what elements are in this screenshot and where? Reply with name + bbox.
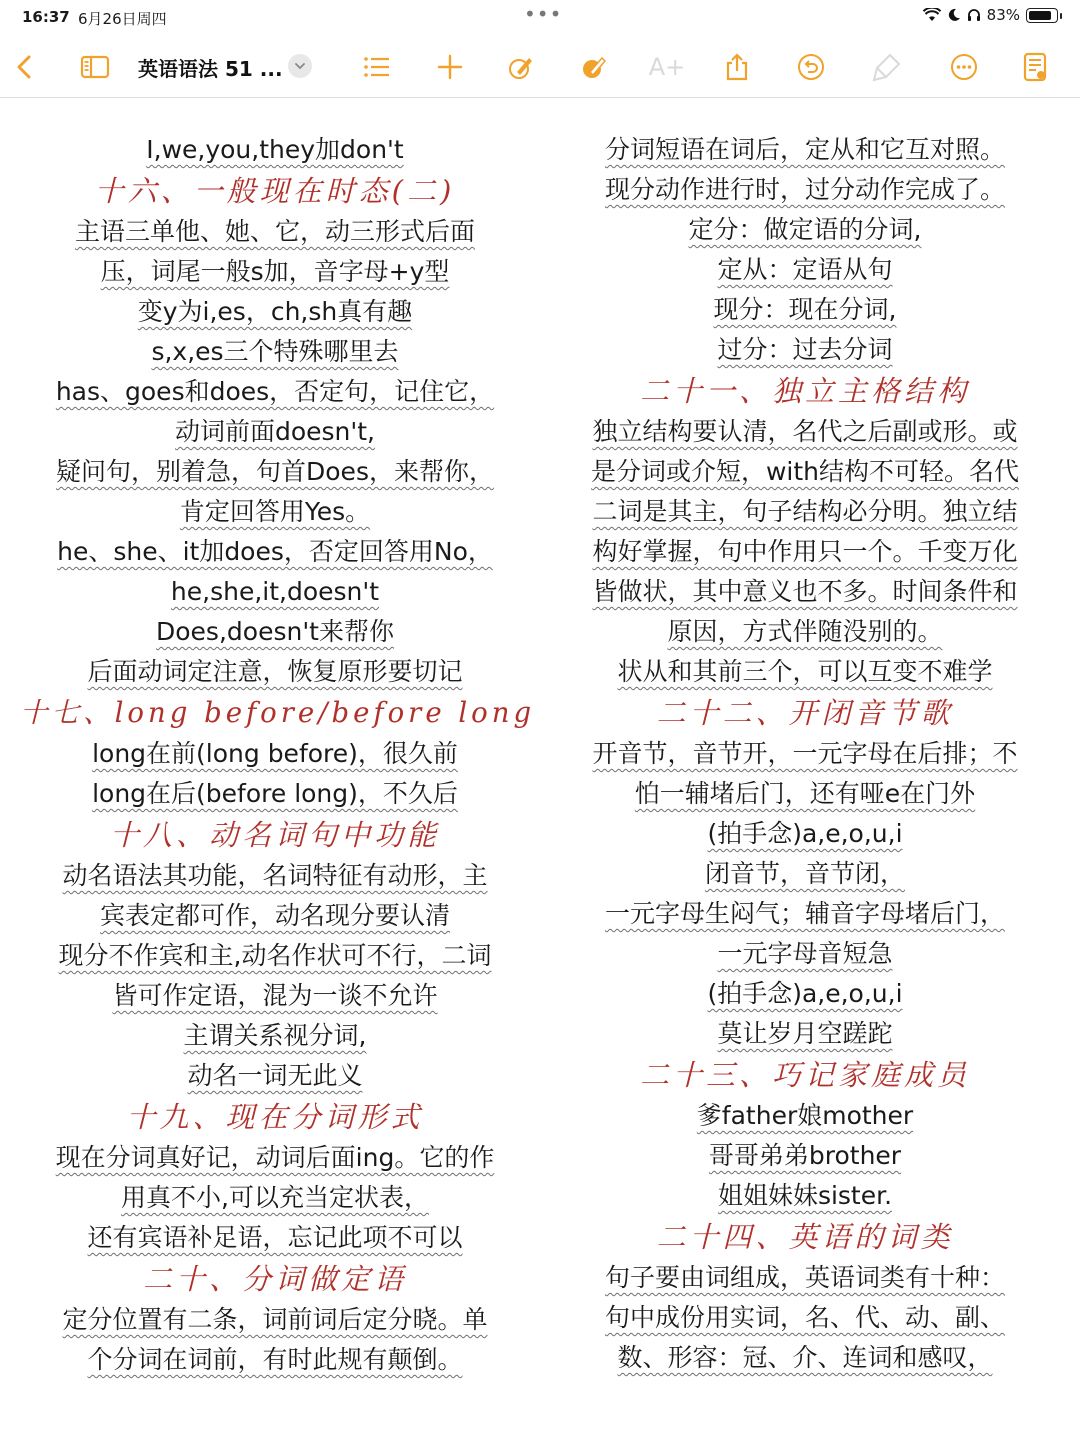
note-line-text: 姐姐妹妹sister. bbox=[717, 1181, 893, 1210]
note-line bbox=[550, 330, 1060, 370]
note-line-text: I,we,you,they加don't bbox=[146, 135, 404, 164]
note-line-text: 独立结构要认清，名代之后副或形。或 bbox=[592, 417, 1018, 446]
headphones-icon bbox=[967, 8, 981, 22]
note-line bbox=[20, 1016, 530, 1056]
note-line-text: 现分动作进行时，过分动作完成了。 bbox=[604, 175, 1005, 204]
note-line-text: 怕一辅堵后门，还有哑e在门外 bbox=[634, 779, 976, 808]
battery-icon bbox=[1026, 8, 1058, 23]
note-line bbox=[20, 492, 530, 532]
note-line bbox=[20, 734, 530, 774]
note-line bbox=[550, 1014, 1060, 1054]
note-line bbox=[20, 936, 530, 976]
note-line-text: 过分：过去分词 bbox=[717, 335, 893, 364]
document-title[interactable]: 英语语法 51 ... bbox=[138, 57, 283, 81]
back-chevron-icon[interactable] bbox=[8, 50, 42, 84]
note-line bbox=[550, 1176, 1060, 1216]
wifi-icon bbox=[923, 8, 941, 22]
note-line-text: 哥哥弟弟brother bbox=[708, 1141, 902, 1170]
note-line-text: 还有宾语补足语，忘记此项不可以 bbox=[87, 1223, 463, 1252]
note-line-text: (拍手念)a,e,o,u,i bbox=[707, 979, 903, 1008]
note-line bbox=[20, 1300, 530, 1340]
note-line-text: 数、形容：冠、介、连词和感叹， bbox=[617, 1343, 993, 1372]
status-right bbox=[923, 6, 1058, 24]
doc-icon[interactable] bbox=[1018, 50, 1052, 84]
note-line-text: 闭音节，音节闭， bbox=[704, 859, 905, 888]
note-line bbox=[20, 1056, 530, 1096]
note-line bbox=[20, 532, 530, 572]
note-line bbox=[550, 814, 1060, 854]
note-line-text: he,she,it,doesn't bbox=[170, 577, 380, 606]
note-line-text: 变y为i,es，ch,sh真有趣 bbox=[137, 297, 413, 326]
section-heading: 十七、long before/before long bbox=[20, 697, 536, 729]
section-heading: 二十三、巧记家庭成员 bbox=[639, 1058, 970, 1092]
note-line-text: 原因，方式伴随没别的。 bbox=[667, 617, 943, 646]
note-line bbox=[20, 1218, 530, 1258]
note-line-text: long在后(before long)，不久后 bbox=[92, 779, 458, 808]
note-line bbox=[20, 1340, 530, 1380]
note-line bbox=[550, 412, 1060, 452]
note-line-text: long在前(long before)，很久前 bbox=[92, 739, 458, 768]
note-line-text: 现分：现在分词, bbox=[713, 295, 897, 324]
note-line-text: 是分词或介短，with结构不可轻。名代 bbox=[590, 457, 1020, 486]
note-line bbox=[550, 290, 1060, 330]
battery-percent: 83% bbox=[986, 6, 1020, 24]
note-line-text: 皆做状，其中意义也不多。时间条件和 bbox=[592, 577, 1018, 606]
note-line bbox=[550, 652, 1060, 692]
note-line bbox=[20, 212, 530, 252]
note-line bbox=[20, 896, 530, 936]
note-line-text: 皆可作定语，混为一谈不允许 bbox=[112, 981, 438, 1010]
note-line-text: 开音节，音节开，一元字母在后排；不 bbox=[592, 739, 1018, 768]
note-line-text: 分词短语在词后，定从和它互对照。 bbox=[604, 135, 1005, 164]
note-line-text: 定分：做定语的分词, bbox=[688, 215, 922, 244]
section-heading: 二十、分词做定语 bbox=[142, 1262, 407, 1296]
battery-fill bbox=[1029, 11, 1051, 20]
chevron-down-icon[interactable] bbox=[288, 54, 312, 78]
note-line bbox=[20, 774, 530, 814]
section-heading: 十八、动名词句中功能 bbox=[109, 818, 440, 852]
marker-icon[interactable] bbox=[870, 50, 904, 84]
note-line-text: 主语三单他、她、它，动三形式后面 bbox=[74, 217, 475, 246]
sidebar-icon[interactable] bbox=[78, 50, 112, 84]
note-line-text: 二词是其主，句子结构必分明。独立结 bbox=[592, 497, 1018, 526]
note-line bbox=[20, 612, 530, 652]
status-time: 16:37 bbox=[22, 8, 70, 26]
note-line-text: 压，词尾一般s加，音字母+y型 bbox=[100, 257, 450, 286]
note-line bbox=[550, 1096, 1060, 1136]
note-line-text: 动名一词无此义 bbox=[187, 1061, 363, 1090]
list-icon[interactable] bbox=[360, 50, 394, 84]
note-line bbox=[550, 854, 1060, 894]
note-line bbox=[550, 532, 1060, 572]
note-line bbox=[20, 572, 530, 612]
text-size-icon: A+ bbox=[648, 53, 686, 81]
plus-icon[interactable] bbox=[433, 50, 467, 84]
note-line bbox=[20, 452, 530, 492]
note-line bbox=[550, 492, 1060, 532]
note-line bbox=[20, 652, 530, 692]
note-line-text: s,x,es三个特殊哪里去 bbox=[151, 337, 399, 366]
note-line bbox=[20, 1138, 530, 1178]
share-icon[interactable] bbox=[720, 50, 754, 84]
note-line-text: 现分不作宾和主,动名作状可不行，二词 bbox=[58, 941, 492, 970]
note-line bbox=[20, 252, 530, 292]
more-icon[interactable] bbox=[947, 50, 981, 84]
note-line-text: 现在分词真好记，动词后面ing。它的作 bbox=[55, 1143, 495, 1172]
note-line bbox=[550, 1338, 1060, 1378]
note-line-text: 肯定回答用Yes。 bbox=[179, 497, 371, 526]
note-line-text: 一元字母生闷气；辅音字母堵后门， bbox=[604, 899, 1005, 928]
note-line-text: 莫让岁月空蹉跎 bbox=[717, 1019, 893, 1048]
note-line-text: 定分位置有二条，词前词后定分晓。单 bbox=[62, 1305, 488, 1334]
note-line bbox=[550, 1136, 1060, 1176]
note-line bbox=[20, 856, 530, 896]
note-line bbox=[20, 372, 530, 412]
note-line bbox=[550, 572, 1060, 612]
note-line-text: 宾表定都可作，动名现分要认清 bbox=[99, 901, 450, 930]
note-line-text: 句中成份用实词，名、代、动、副、 bbox=[604, 1303, 1005, 1332]
note-line-text: 构好掌握，句中作用只一个。千变万化 bbox=[592, 537, 1018, 566]
section-heading: 二十四、英语的词类 bbox=[656, 1220, 954, 1254]
note-line-text: 个分词在词前，有时此规有颠倒。 bbox=[87, 1345, 463, 1374]
note-line bbox=[550, 170, 1060, 210]
moon-icon bbox=[947, 8, 961, 22]
undo-icon[interactable] bbox=[794, 50, 828, 84]
multitasking-dots-icon[interactable]: ••• bbox=[524, 2, 563, 26]
section-heading: 二十一、独立主格结构 bbox=[639, 374, 970, 408]
note-line bbox=[550, 452, 1060, 492]
left-text-column bbox=[20, 130, 536, 1380]
note-line-text: 动词前面doesn't, bbox=[174, 417, 376, 446]
note-line bbox=[20, 332, 530, 372]
note-line-text: 爹father娘mother bbox=[696, 1101, 914, 1130]
note-line bbox=[550, 974, 1060, 1014]
toolbar-divider bbox=[0, 97, 1080, 98]
note-line bbox=[20, 130, 530, 170]
note-line bbox=[550, 250, 1060, 290]
note-line bbox=[550, 210, 1060, 250]
note-line-text: he、she、it加does，否定回答用No， bbox=[57, 537, 493, 566]
note-line bbox=[550, 774, 1060, 814]
note-line-text: Does,doesn't来帮你 bbox=[156, 617, 394, 646]
pen-icon[interactable] bbox=[504, 50, 538, 84]
note-line bbox=[550, 1258, 1060, 1298]
note-line-text: 疑问句，别着急，句首Does，来帮你， bbox=[56, 457, 494, 486]
note-line-text: 一元字母音短急 bbox=[717, 939, 893, 968]
note-line-text: 主谓关系视分词, bbox=[183, 1021, 367, 1050]
note-line bbox=[20, 292, 530, 332]
note-line bbox=[550, 734, 1060, 774]
note-line bbox=[20, 976, 530, 1016]
note-line bbox=[550, 894, 1060, 934]
note-line bbox=[550, 612, 1060, 652]
note-line-text: 后面动词定注意，恢复原形要切记 bbox=[87, 657, 463, 686]
section-heading: 二十二、开闭音节歌 bbox=[656, 696, 954, 730]
highlighter-icon[interactable] bbox=[577, 50, 611, 84]
section-heading: 十六、一般现在时态(二) bbox=[94, 174, 456, 208]
note-line bbox=[550, 1298, 1060, 1338]
note-line-text: has、goes和does，否定句，记住它， bbox=[55, 377, 495, 406]
note-line bbox=[20, 412, 530, 452]
right-text-column bbox=[550, 130, 1060, 1378]
section-heading: 十九、现在分词形式 bbox=[126, 1100, 424, 1134]
status-date: 6月26日周四 bbox=[78, 10, 167, 28]
note-line bbox=[20, 1178, 530, 1218]
note-line bbox=[550, 130, 1060, 170]
note-line-text: (拍手念)a,e,o,u,i bbox=[707, 819, 903, 848]
note-line bbox=[550, 934, 1060, 974]
note-line-text: 句子要由词组成，英语词类有十种： bbox=[604, 1263, 1005, 1292]
note-line-text: 定从：定语从句 bbox=[717, 255, 893, 284]
notes-toolbar bbox=[0, 38, 1080, 96]
note-line-text: 状从和其前三个，可以互变不难学 bbox=[617, 657, 993, 686]
note-line-text: 动名语法其功能，名词特征有动形，主 bbox=[62, 861, 488, 890]
status-bar bbox=[0, 0, 1080, 34]
note-line-text: 用真不小,可以充当定状表， bbox=[121, 1183, 429, 1212]
